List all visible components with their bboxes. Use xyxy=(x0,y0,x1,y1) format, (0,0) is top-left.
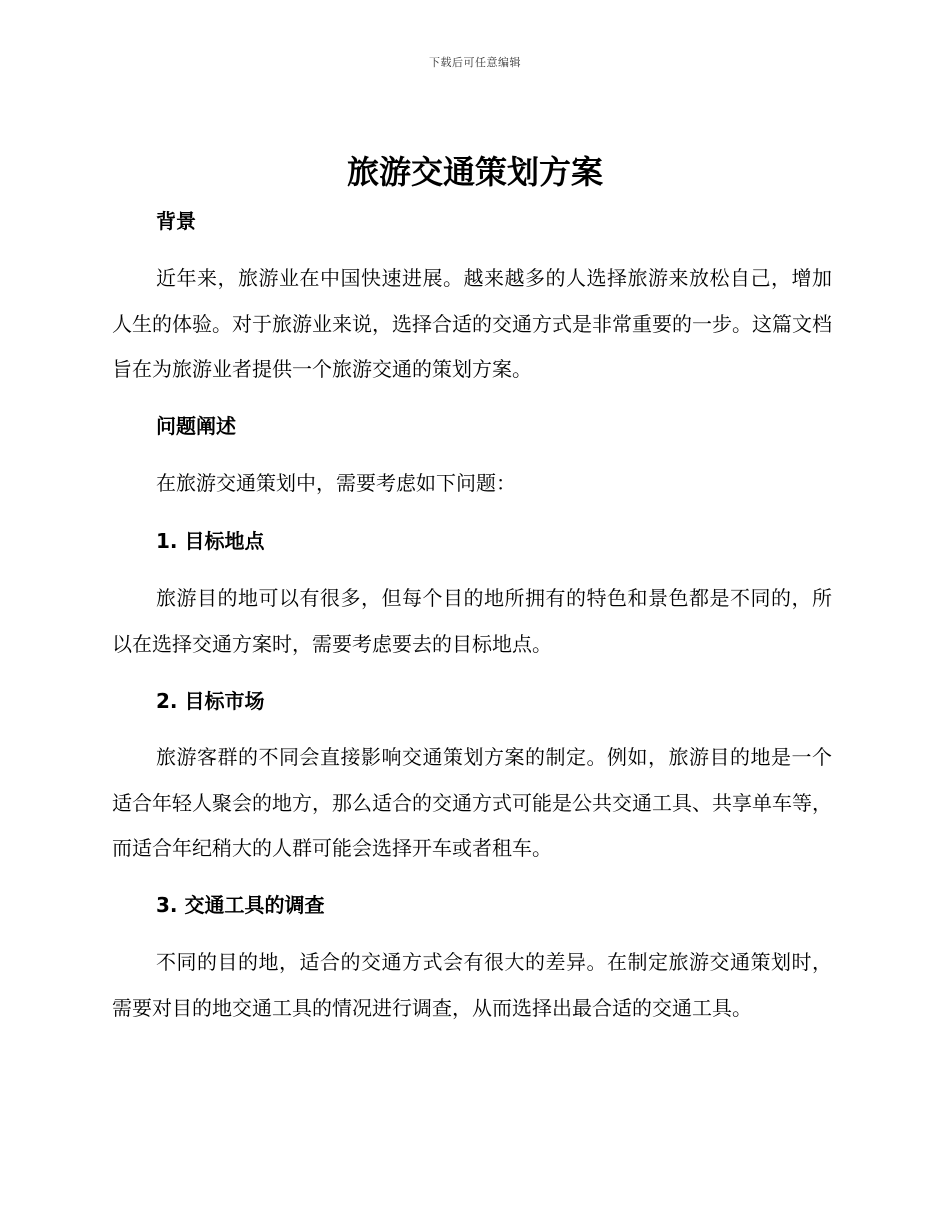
section-heading-background: 背景 xyxy=(156,209,196,233)
section-paragraph-transport-survey: 不同的目的地，适合的交通方式会有很大的差异。在制定旅游交通策划时，需要对目的地交通工具的情况进行调查，从而选择出最合适的交通工具。 xyxy=(112,950,832,1020)
section-heading-target-location: 1. 目标地点 xyxy=(156,529,265,553)
section-paragraph-target-market: 旅游客群的不同会直接影响交通策划方案的制定。例如，旅游目的地是一个适合年轻人聚会的地方，那么适合的交通方式可能是公共交通工具、共享单车等，而适合年纪稍大的人群可能会选择开车或者租车。 xyxy=(112,745,832,860)
section-paragraph-background: 近年来，旅游业在中国快速进展。越来越多的人选择旅游来放松自己，增加人生的体验。对于旅游业来说，选择合适的交通方式是非常重要的一步。这篇文档旨在为旅游业者提供一个旅游交通的策划方案。 xyxy=(112,266,832,381)
section-heading-problem: 问题阐述 xyxy=(156,414,236,438)
section-paragraph-target-location: 旅游目的地可以有很多，但每个目的地所拥有的特色和景色都是不同的，所以在选择交通方案时，需要考虑要去的目标地点。 xyxy=(112,586,832,656)
section-paragraph-problem: 在旅游交通策划中，需要考虑如下问题： xyxy=(156,471,516,495)
header-note: 下载后可任意编辑 xyxy=(429,56,521,69)
document-title: 旅游交通策划方案 xyxy=(346,153,603,191)
section-heading-target-market: 2. 目标市场 xyxy=(156,689,265,713)
section-heading-transport-survey: 3. 交通工具的调查 xyxy=(156,893,325,917)
